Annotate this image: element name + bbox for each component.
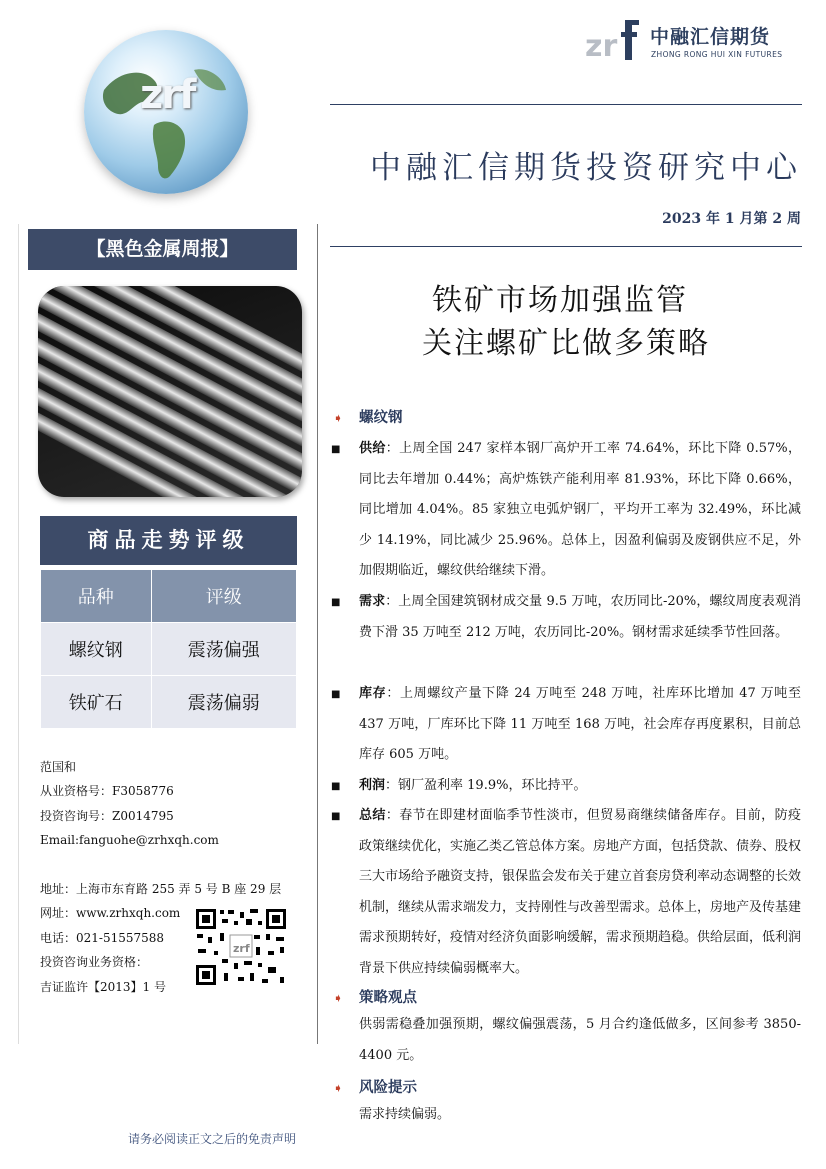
summary-text: ：春节在即建材面临季节性淡市，但贸易商继续储备库存。目前，防疫政策继续优化，实施乙类乙管总体方案。房地产方面，包括贷款、债券、股权三大市场给予融资支持，银保监会发布关于建立首套房贷利率动态调整的长效机制，继续从需求端发力，支持刚性与改善型需求。总体上，房地产及传基建需求预期转好，疫情对经济负面影响缓解，需求预期趋稳。供给层面，低利润背景下供应持续偏弱概率大。 xyxy=(359,808,802,976)
rating-value: 震荡偏弱 xyxy=(151,676,296,729)
analyst-info xyxy=(40,755,219,853)
header-rule-bottom xyxy=(330,246,802,247)
paragraph-demand xyxy=(359,587,801,648)
analyst-email[interactable]: Email:fanguohe@zrhxqh.com xyxy=(40,833,219,848)
rating-table xyxy=(40,569,297,729)
steel-pipes-image xyxy=(38,286,302,497)
square-bullet-icon: ■ xyxy=(331,781,341,792)
section-heading-rebar xyxy=(333,406,403,427)
paragraph-profit xyxy=(359,771,801,802)
table-row xyxy=(41,623,297,676)
rating-commodity: 铁矿石 xyxy=(41,676,152,729)
paragraph-risk: 需求持续偏弱。 xyxy=(359,1107,451,1122)
square-bullet-icon: ■ xyxy=(331,597,341,608)
qr-code-icon xyxy=(194,907,288,987)
rating-header-commodity: 品种 xyxy=(41,570,152,623)
demand-label: 需求 xyxy=(359,594,386,609)
company-name-cn: 中融汇信期货 xyxy=(650,26,771,48)
paragraph-summary xyxy=(359,801,801,984)
supply-text: ：上周全国 247 家样本钢厂高炉开工率 74.64%，环比下降 0.57%，同比去年增加 0.44%；高炉炼铁产能利用率 81.93%，环比下降 0.66%，同比增加 4.04%。85 家独立电弧炉钢厂，平均开工率为 32.49%，环比减少 14.19%，同比减少 25.96%。总体上，因盈利偏弱及废钢供应不足，外加假期临近，螺纹供给继续下滑。 xyxy=(359,441,801,578)
contact-website[interactable]: 网址：www.zrhxqh.com xyxy=(40,906,181,921)
report-date: 2023 年 1 月第 2 周 xyxy=(662,211,801,227)
square-bullet-icon: ■ xyxy=(331,689,341,700)
arrow-bullet-icon: ➧ xyxy=(333,991,344,1005)
section-heading-strategy xyxy=(333,986,417,1007)
paragraph-supply xyxy=(359,434,801,587)
arrow-bullet-icon: ➧ xyxy=(333,411,344,425)
section-heading-text: 策略观点 xyxy=(359,989,417,1006)
table-row xyxy=(41,676,297,729)
paragraph-strategy: 供弱需稳叠加强预期，螺纹偏强震荡，5 月合约逢低做多，区间参考 3850-4400 元。 xyxy=(359,1017,801,1063)
supply-label: 供给 xyxy=(359,441,386,456)
section-heading-text: 风险提示 xyxy=(359,1079,417,1096)
report-title-line1: 铁矿市场加强监管 xyxy=(432,283,688,318)
svg-text:zr: zr xyxy=(585,29,618,64)
disclaimer-footer: 请务必阅读正文之后的免责声明 xyxy=(128,1132,297,1146)
rating-title: 商品走势评级 xyxy=(40,516,297,565)
contact-address: 地址：上海市东育路 255 弄 5 号 B 座 29 层 xyxy=(40,882,282,896)
contact-qualification: 投资咨询业务资格： xyxy=(40,955,149,970)
paragraph-inventory xyxy=(359,679,801,771)
analyst-license: 从业资格号：F3058776 xyxy=(40,784,174,799)
arrow-bullet-icon: ➧ xyxy=(333,1081,344,1095)
square-bullet-icon: ■ xyxy=(331,811,341,822)
svg-text:zrf: zrf xyxy=(233,942,250,955)
report-type-banner: 【黑色金属周报】 xyxy=(28,229,297,270)
inventory-label: 库存 xyxy=(359,686,387,701)
demand-text: ：上周全国建筑钢材成交量 9.5 万吨，农历同比-20%，螺纹周度表观消费下滑 35 万吨至 212 万吨，农历同比-20%。钢材需求延续季节性回落。 xyxy=(359,594,801,640)
header-rule-top xyxy=(330,104,802,105)
contact-phone: 电话：021-51557588 xyxy=(40,930,165,945)
rating-value: 震荡偏强 xyxy=(151,623,296,676)
profit-text: ：钢厂盈利率 19.9%，环比持平。 xyxy=(385,778,587,793)
rating-header-rating: 评级 xyxy=(151,570,296,623)
profit-label: 利润 xyxy=(359,778,386,793)
company-logo-icon xyxy=(585,18,645,64)
summary-label: 总结 xyxy=(359,808,386,823)
analyst-name: 范国和 xyxy=(40,760,77,774)
globe-logo: zrf xyxy=(140,72,195,118)
report-title-line2: 关注螺矿比做多策略 xyxy=(422,326,710,361)
section-heading-text: 螺纹钢 xyxy=(359,409,403,426)
rating-commodity: 螺纹钢 xyxy=(41,623,152,676)
org-name: 中融汇信期货投资研究中心 xyxy=(370,150,802,186)
analyst-consult-number: 投资咨询号：Z0014795 xyxy=(40,808,174,823)
square-bullet-icon: ■ xyxy=(331,444,341,455)
inventory-text: ：上周螺纹产量下降 24 万吨至 248 万吨，社库环比增加 47 万吨至 437 万吨，厂库环比下降 11 万吨至 168 万吨，社会库存再度累积，目前总库存 605 万吨。 xyxy=(359,686,801,762)
section-heading-risk xyxy=(333,1076,417,1097)
contact-permit: 吉证监许【2013】1 号 xyxy=(40,979,166,994)
company-name-en: ZHONG RONG HUI XIN FUTURES xyxy=(651,50,783,59)
